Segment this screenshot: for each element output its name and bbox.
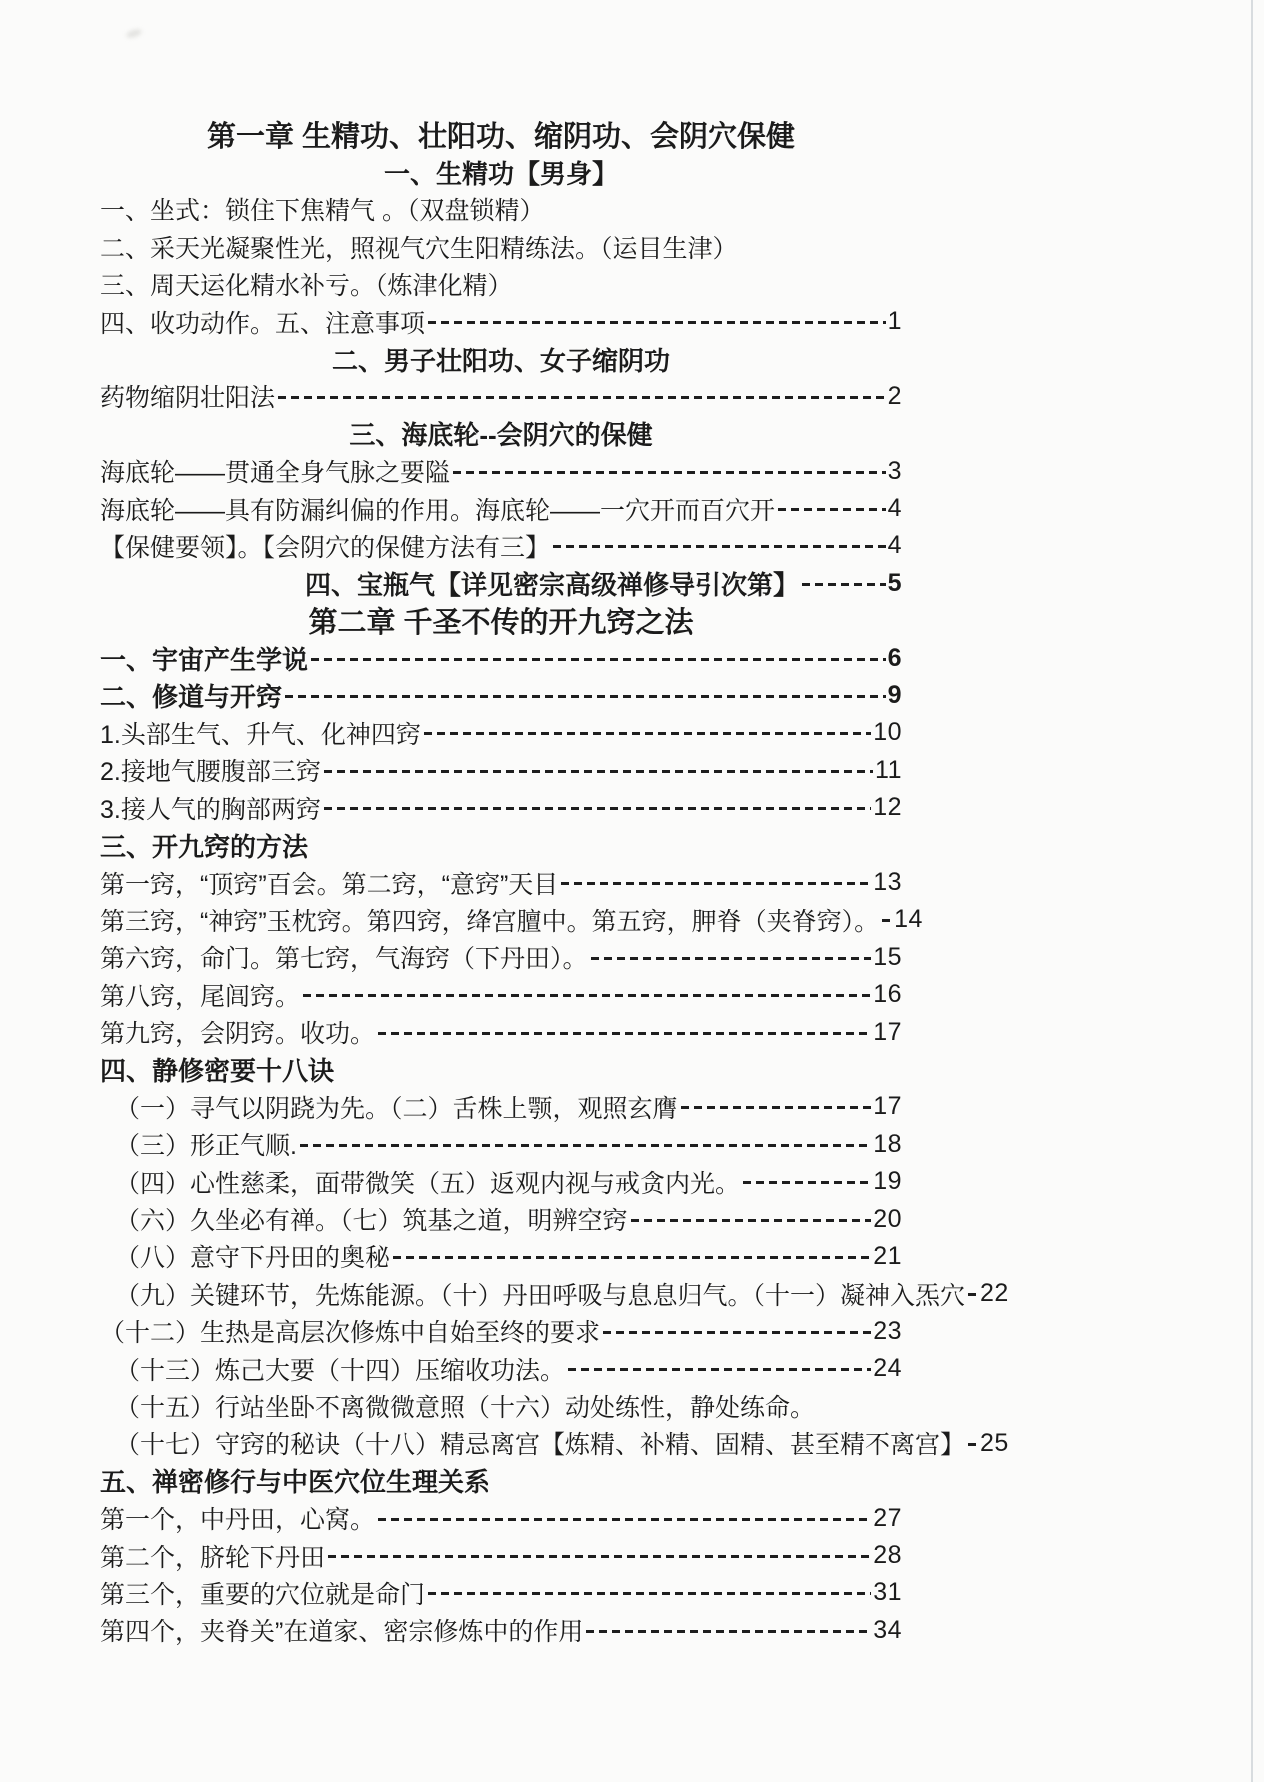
toc-entry-text: （十七）守窍的秘诀（十八）精忌离宫【炼精、补精、固精、甚至精不离宫】: [115, 1431, 966, 1460]
dotted-leader: [393, 1256, 871, 1259]
toc-entry-text: 第六窍，命门。第七窍，气海窍（下丹田）。: [100, 945, 588, 974]
toc-entry-text: （四）心性慈柔，面带微笑（五）返观内视与戒贪内光。: [115, 1169, 741, 1198]
toc-entry-text: （九）关键环节，先炼能源。（十）丹田呼吸与息息归气。（十一）凝神入炁穴: [115, 1281, 966, 1310]
page-number: 10: [873, 718, 902, 747]
toc-line: [100, 1499, 902, 1536]
toc-entry-text: 第八窍，尾闾窍。: [100, 982, 301, 1011]
dotted-leader: [968, 1443, 978, 1446]
toc-line: [100, 1013, 902, 1050]
toc-line: [100, 1350, 902, 1387]
toc-entry-text: 第三窍，“神窍”玉枕窍。第四窍，绛宫膻中。第五窍，胛脊（夹脊窍）。: [100, 907, 880, 936]
toc-entry-text: 2.接地气腰腹部三窍: [100, 758, 321, 787]
toc-line: [100, 976, 902, 1013]
toc-entry-text: （六）久坐必有禅。（七）筑基之道，明辨空窍: [115, 1207, 628, 1236]
page-number: 14: [894, 905, 923, 934]
toc-entry-text: 【保健要领】。【会阴穴的保健方法有三】: [100, 533, 551, 562]
toc-entry-text: 3.接人气的胸部两窍: [100, 795, 321, 824]
toc-entry-text: （八）意守下丹田的奥秘: [115, 1244, 391, 1273]
toc-line: [100, 378, 902, 415]
toc-line: [100, 1275, 1009, 1312]
toc-entry-text: 一、生精功【男身】: [383, 158, 618, 189]
dotted-leader: [453, 471, 886, 474]
toc-line: [100, 939, 902, 976]
toc-entry-text: 三、周天运化精水补亏。（炼津化精）: [100, 272, 513, 301]
dotted-leader: [300, 1144, 871, 1147]
page-number: 9: [887, 681, 902, 710]
page-number: 31: [873, 1578, 902, 1607]
dotted-leader: [802, 583, 886, 586]
dotted-leader: [324, 807, 871, 810]
toc-line: [100, 1163, 902, 1200]
dotted-leader: [882, 919, 892, 922]
scan-edge-line: [1251, 0, 1253, 1782]
page-number: 4: [887, 531, 902, 560]
dotted-leader: [424, 732, 871, 735]
toc-line: [100, 1238, 902, 1275]
dotted-leader: [311, 658, 886, 661]
toc-line: [100, 789, 902, 826]
toc-entry-text: 二、采天光凝聚性光，照视气穴生阳精练法。（运目生津）: [100, 234, 738, 263]
toc-line: [100, 565, 902, 602]
page-number: 17: [873, 1092, 902, 1121]
toc-entry-text: 第一章 生精功、壮阳功、缩阴功、会阴穴保健: [206, 121, 796, 154]
page-number: 11: [875, 755, 902, 784]
toc-line: [100, 1051, 902, 1088]
toc-line: [100, 864, 902, 901]
toc-entry-text: 第二章 千圣不传的开九窍之法: [308, 607, 694, 640]
toc-entry-text: 四、宝瓶气【详见密宗高级禅修导引次第】: [305, 569, 800, 600]
toc-line: [100, 1387, 902, 1424]
page-number: 3: [887, 456, 902, 485]
toc-entry-text: 五、禅密修行与中医穴位生理关系: [100, 1467, 491, 1498]
dotted-leader: [591, 957, 872, 960]
toc-entry-text: （三）形正气顺.: [115, 1132, 297, 1161]
toc-entry-text: 第九窍，会阴窍。收功。: [100, 1020, 376, 1049]
toc-entry-text: 一、坐式：锁住下焦精气 。（双盘锁精）: [100, 197, 545, 226]
page-number: 18: [873, 1129, 902, 1158]
toc-line: [100, 191, 902, 228]
page-number: 19: [873, 1167, 902, 1196]
toc-line: [100, 1612, 902, 1649]
dotted-leader: [428, 1592, 871, 1595]
toc-entry-text: （十三）炼己大要（十四）压缩收功法。: [115, 1356, 566, 1385]
toc-line: [100, 1088, 902, 1125]
toc-entry-text: 三、开九窍的方法: [100, 831, 309, 862]
toc-line: [100, 1462, 902, 1499]
dotted-leader: [428, 321, 886, 324]
dotted-leader: [303, 994, 871, 997]
page-number: 12: [873, 793, 902, 822]
page-number: 25: [980, 1428, 1009, 1457]
toc-line: [100, 1537, 902, 1574]
dotted-leader: [378, 1518, 871, 1521]
toc-entry-text: 二、男子壮阳功、女子缩阴功: [331, 345, 670, 376]
dotted-leader: [631, 1219, 872, 1222]
dotted-leader: [328, 1555, 871, 1558]
table-of-contents: [100, 116, 1009, 1649]
page-number: 15: [873, 942, 902, 971]
toc-entry-text: 二、修道与开窍: [100, 682, 283, 713]
toc-entry-text: 第四个，夹脊关”在道家、密宗修炼中的作用: [100, 1618, 584, 1647]
toc-line: [100, 1574, 902, 1611]
page-number: 1: [887, 307, 902, 336]
page-number: 6: [887, 643, 902, 672]
toc-line: [100, 677, 902, 714]
page-number: 4: [887, 494, 902, 523]
toc-entry-text: （十五）行站坐卧不离微微意照（十六）动处练性，静处练命。: [115, 1393, 816, 1422]
toc-entry-text: 海底轮——贯通全身气脉之要隘: [100, 459, 451, 488]
toc-entry-text: 一、宇宙产生学说: [100, 644, 309, 675]
page-number: 17: [873, 1017, 902, 1046]
page-number: 34: [873, 1615, 902, 1644]
toc-line: [100, 266, 902, 303]
toc-entry-text: 第三个，重要的穴位就是命门: [100, 1580, 426, 1609]
page-number: 2: [887, 381, 902, 410]
page-number: 16: [873, 980, 902, 1009]
dotted-leader: [743, 1181, 871, 1184]
dotted-leader: [681, 1106, 872, 1109]
toc-entry-text: 第二个，脐轮下丹田: [100, 1543, 326, 1572]
toc-entry-text: 第一个，中丹田，心窝。: [100, 1506, 376, 1535]
toc-line: [100, 453, 902, 490]
toc-line: [100, 1425, 1009, 1462]
page-number: 24: [873, 1354, 902, 1383]
toc-line: [100, 153, 902, 190]
dotted-leader: [586, 1630, 871, 1633]
toc-line: [100, 639, 902, 676]
toc-line: [100, 340, 902, 377]
page-number: 5: [887, 568, 902, 597]
toc-entry-text: 药物缩阴壮阳法: [100, 384, 276, 413]
scan-smudge-artifact: [125, 28, 142, 40]
dotted-leader: [778, 508, 886, 511]
toc-line: [100, 116, 902, 153]
dotted-leader: [278, 396, 886, 399]
toc-line: [100, 415, 902, 452]
page-number: 28: [873, 1541, 902, 1570]
toc-line: [100, 1313, 902, 1350]
dotted-leader: [324, 770, 873, 773]
toc-line: [100, 228, 902, 265]
toc-entry-text: （十二）生热是高层次修炼中自始至终的要求: [100, 1319, 601, 1348]
toc-entry-text: 三、海底轮--会阴穴的保健: [349, 420, 653, 451]
dotted-leader: [378, 1032, 871, 1035]
toc-line: [100, 1126, 902, 1163]
dotted-leader: [561, 882, 871, 885]
toc-line: [100, 714, 902, 751]
toc-line: [100, 303, 902, 340]
toc-entry-text: 四、收功动作。五、注意事项: [100, 309, 426, 338]
dotted-leader: [285, 695, 886, 698]
page-number: 23: [873, 1316, 902, 1345]
page-number: 20: [873, 1204, 902, 1233]
toc-entry-text: 海底轮——具有防漏纠偏的作用。海底轮——一穴开而百穴开: [100, 496, 776, 525]
toc-line: [100, 901, 923, 938]
toc-line: [100, 1200, 902, 1237]
dotted-leader: [553, 545, 886, 548]
toc-line: [100, 602, 902, 639]
dotted-leader: [603, 1331, 871, 1334]
toc-entry-text: （一）寻气以阴跷为先。（二）舌株上颚，观照玄膺: [115, 1094, 678, 1123]
page-number: 27: [873, 1503, 902, 1532]
toc-line: [100, 826, 902, 863]
toc-line: [100, 527, 902, 564]
dotted-leader: [968, 1293, 978, 1296]
page-number: 22: [980, 1279, 1009, 1308]
dotted-leader: [568, 1368, 871, 1371]
toc-line: [100, 490, 902, 527]
toc-line: [100, 752, 902, 789]
page-number: 13: [873, 868, 902, 896]
page-number: 21: [873, 1241, 902, 1270]
toc-entry-text: 四、静修密要十八诀: [100, 1055, 335, 1086]
toc-entry-text: 1.头部生气、升气、化神四窍: [100, 720, 421, 749]
toc-entry-text: 第一窍，“顶窍”百会。第二窍，“意窍”天目: [100, 870, 559, 899]
